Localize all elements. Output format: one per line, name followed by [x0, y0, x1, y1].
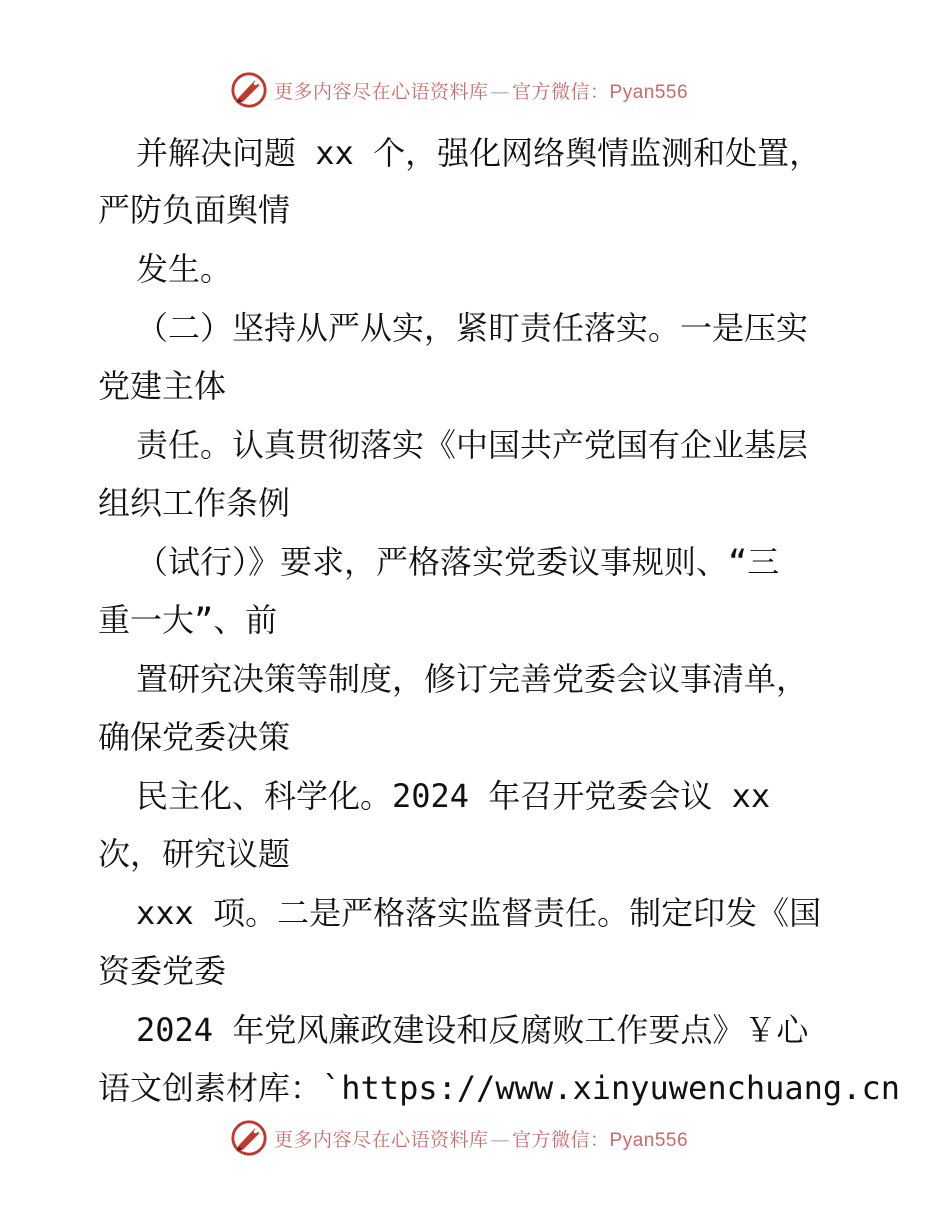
text-line: 确保党委决策: [98, 718, 291, 756]
text-line: 并解决问题 xx 个，强化网络舆情监测和处置，: [136, 134, 822, 172]
watermark-text: 更多内容尽在心语资料库: [274, 80, 489, 103]
text-line: 责任。认真贯彻落实《中国共产党国有企业基层: [136, 426, 809, 464]
text-line: xxx 项。二是严格落实监督责任。制定印发《国: [136, 894, 822, 932]
text-line: 严防负面舆情: [98, 191, 291, 229]
watermark-wechat-label: 官方微信：: [512, 80, 610, 103]
text-line: 语文创素材库：`https://www.xinyuwenchuang.cn: [98, 1069, 900, 1107]
header-watermark: [230, 70, 710, 110]
text-line: 民主化、科学化。2024 年召开党委会议 xx: [136, 777, 771, 815]
watermark-separator: —: [490, 80, 511, 103]
text-line: 组织工作条例: [98, 484, 291, 522]
pen-logo-icon: [230, 71, 268, 109]
text-line: （二）坚持从严从实，紧盯责任落实。一是压实: [136, 309, 809, 347]
text-line: 发生。: [136, 250, 233, 288]
watermark-wechat-id: Pyan556: [609, 1129, 689, 1151]
text-line: 次，研究议题: [98, 835, 291, 873]
watermark-text: 更多内容尽在心语资料库: [274, 1128, 489, 1151]
footer-watermark: [230, 1118, 710, 1158]
text-line: 2024 年党风廉政建设和反腐败工作要点》￥心: [136, 1011, 809, 1049]
text-line: 重一大”、前: [98, 601, 278, 639]
watermark-separator: —: [490, 1128, 511, 1151]
text-line: 资委党委: [98, 952, 227, 990]
text-line: 党建主体: [98, 367, 227, 405]
watermark-wechat-label: 官方微信：: [512, 1128, 610, 1151]
text-line: （试行）》要求，严格落实党委议事规则、“三: [136, 543, 780, 581]
text-line: 置研究决策等制度，修订完善党委会议事清单，: [136, 660, 809, 698]
pen-logo-icon: [230, 1119, 268, 1157]
watermark-wechat-id: Pyan556: [609, 81, 689, 103]
